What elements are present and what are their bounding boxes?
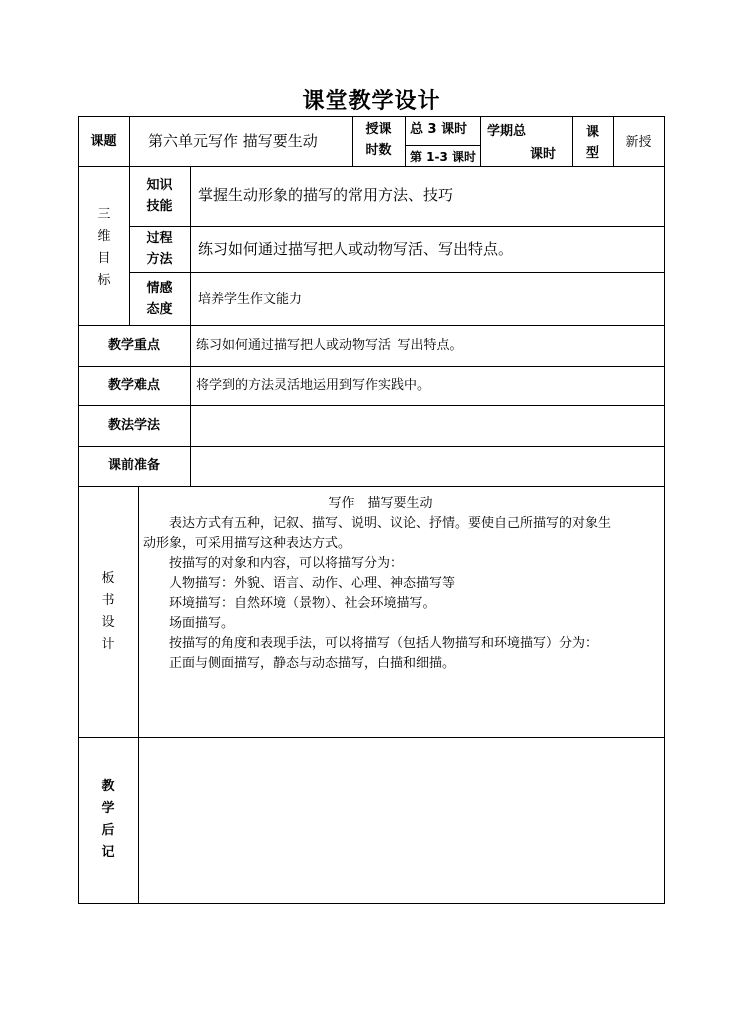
hours-label-bottom: 时数 <box>365 143 392 158</box>
board-section-label: 板 书 设 计 <box>101 571 115 652</box>
goal-process-value: 练习如何通过描写把人或动物写活、写出特点。 <box>198 240 514 258</box>
key-points-value: 练习如何通过描写把人或动物写活 写出特点。 <box>196 338 463 353</box>
page-title: 课堂教学设计 <box>302 89 441 114</box>
board-line: 按描写的角度和表现手法，可以将描写（包括人物描写和环境描写）分为： <box>169 636 599 651</box>
goal-process-label-bottom: 方法 <box>146 252 173 267</box>
goals-section-label: 三 维 目 标 <box>97 207 111 288</box>
current-hours: 第 1-3 课时 <box>410 150 477 164</box>
goal-knowledge-label-bottom: 技能 <box>146 199 173 214</box>
board-line: 场面描写。 <box>169 616 235 631</box>
total-hours: 总 3 课时 <box>410 122 468 137</box>
goal-knowledge-label-top: 知识 <box>146 178 173 193</box>
board-line: 表达方式有五种，记叙、描写、说明、议论、抒情。要使自己所描写的对象生 <box>169 516 612 531</box>
hours-label-top: 授课 <box>365 122 392 137</box>
topic-label: 课题 <box>90 134 117 149</box>
goal-process-label-top: 过程 <box>146 231 173 246</box>
board-content <box>143 494 658 674</box>
goal-attitude-value: 培养学生作文能力 <box>198 292 303 307</box>
board-line: 环境描写：自然环境（景物）、社会环境描写。 <box>169 596 436 611</box>
goal-attitude-label-bottom: 态度 <box>146 302 173 317</box>
difficulties-label: 教学难点 <box>107 378 160 393</box>
topic-value: 第六单元写作 描写要生动 <box>148 132 318 150</box>
term-total-label-top: 学期总 <box>487 124 527 139</box>
methods-label: 教法学法 <box>107 418 160 433</box>
board-line: 动形象，可采用描写这种表达方式。 <box>143 536 352 551</box>
board-line: 按描写的对象和内容，可以将描写分为： <box>169 556 404 571</box>
term-total-label-bottom: 课时 <box>530 147 557 162</box>
board-line: 正面与侧面描写，静态与动态描写，白描和细描。 <box>169 656 456 671</box>
goal-knowledge-value: 掌握生动形象的描写的常用方法、技巧 <box>198 186 454 204</box>
preparation-label: 课前准备 <box>107 458 160 473</box>
goal-attitude-label-top: 情感 <box>146 281 173 296</box>
difficulties-value: 将学到的方法灵活地运用到写作实践中。 <box>196 378 431 393</box>
type-value: 新授 <box>625 135 652 150</box>
type-label-bottom: 型 <box>585 146 599 161</box>
board-heading: 写作 描写要生动 <box>328 496 433 511</box>
key-points-label: 教学重点 <box>107 338 160 353</box>
board-line: 人物描写：外貌、语言、动作、心理、神态描写等 <box>169 576 456 591</box>
type-label-top: 课 <box>585 125 599 140</box>
postscript-section-label: 教 学 后 记 <box>101 779 115 860</box>
